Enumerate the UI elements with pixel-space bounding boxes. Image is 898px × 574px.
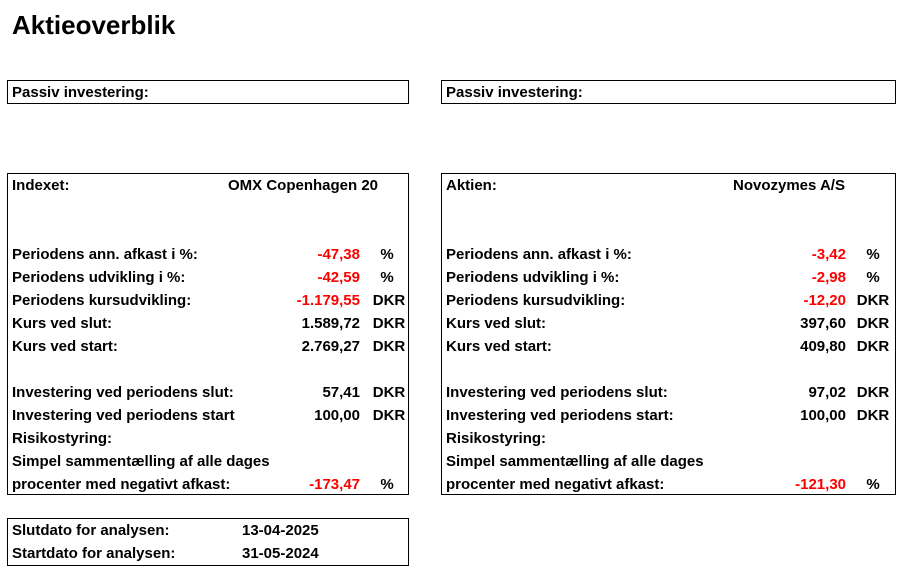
index-end-value: 1.589,72 (301, 315, 360, 332)
index-end-unit: DKR (372, 315, 406, 332)
index-inv-start-unit: DKR (372, 407, 406, 424)
index-dev-value: -42,59 (317, 269, 360, 286)
stock-name: Novozymes A/S (733, 177, 845, 194)
index-label: Indexet: (12, 177, 70, 194)
stock-kurs-dev-label: Periodens kursudvikling: (446, 292, 626, 309)
right-passive-label: Passiv investering: (446, 84, 583, 101)
index-panel (7, 173, 409, 495)
stock-end-unit: DKR (856, 315, 890, 332)
stock-simple-unit: % (866, 476, 880, 493)
start-date-value: 31-05-2024 (242, 545, 319, 562)
index-inv-end-label: Investering ved periodens slut: (12, 384, 234, 401)
index-start-value: 2.769,27 (301, 338, 360, 355)
stock-inv-start-value: 100,00 (800, 407, 846, 424)
stock-dev-value: -2,98 (811, 269, 846, 286)
stock-end-label: Kurs ved slut: (446, 315, 547, 332)
page-title: Aktieoverblik (12, 10, 176, 40)
index-start-unit: DKR (372, 338, 406, 355)
stock-simple-label-2: procenter med negativt afkast: (446, 476, 665, 493)
index-kurs-dev-unit: DKR (372, 292, 406, 309)
index-inv-end-unit: DKR (372, 384, 406, 401)
stock-inv-start-unit: DKR (856, 407, 890, 424)
end-date-label: Slutdato for analysen: (12, 522, 170, 539)
index-kurs-dev-label: Periodens kursudvikling: (12, 292, 192, 309)
index-name: OMX Copenhagen 20 (228, 177, 379, 194)
stock-kurs-dev-value: -12,20 (803, 292, 846, 309)
stock-simple-value: -121,30 (795, 476, 846, 493)
index-end-label: Kurs ved slut: (12, 315, 113, 332)
stock-start-label: Kurs ved start: (446, 338, 552, 355)
stock-inv-end-value: 97,02 (808, 384, 846, 401)
start-date-label: Startdato for analysen: (12, 545, 176, 562)
stock-ann-unit: % (866, 246, 880, 263)
stock-panel (441, 173, 896, 495)
index-simple-label-1: Simpel sammentælling af alle dages (12, 453, 270, 470)
index-inv-start-value: 100,00 (314, 407, 360, 424)
index-ann-label: Periodens ann. afkast i %: (12, 246, 198, 263)
index-inv-end-value: 57,41 (322, 384, 360, 401)
index-kurs-dev-value: -1.179,55 (296, 292, 360, 309)
index-dev-unit: % (380, 269, 394, 286)
index-inv-start-label: Investering ved periodens start (12, 407, 235, 424)
stock-risk-label: Risikostyring: (446, 430, 547, 447)
stock-start-unit: DKR (856, 338, 890, 355)
stock-end-value: 397,60 (800, 315, 846, 332)
dates-box (7, 518, 409, 566)
stock-inv-start-label: Investering ved periodens start: (446, 407, 674, 424)
stock-start-value: 409,80 (800, 338, 846, 355)
left-passive-label: Passiv investering: (12, 84, 149, 101)
index-dev-label: Periodens udvikling i %: (12, 269, 186, 286)
index-ann-value: -47,38 (317, 246, 360, 263)
end-date-value: 13-04-2025 (242, 522, 319, 539)
stock-ann-label: Periodens ann. afkast i %: (446, 246, 632, 263)
stock-simple-label-1: Simpel sammentælling af alle dages (446, 453, 704, 470)
stock-dev-unit: % (866, 269, 880, 286)
index-start-label: Kurs ved start: (12, 338, 118, 355)
left-passive-box (7, 80, 409, 104)
stock-inv-end-label: Investering ved periodens slut: (446, 384, 668, 401)
index-ann-unit: % (380, 246, 394, 263)
right-passive-box (441, 80, 896, 104)
stock-kurs-dev-unit: DKR (856, 292, 890, 309)
stock-dev-label: Periodens udvikling i %: (446, 269, 620, 286)
index-risk-label: Risikostyring: (12, 430, 113, 447)
index-simple-value: -173,47 (309, 476, 360, 493)
stock-ann-value: -3,42 (811, 246, 846, 263)
index-simple-label-2: procenter med negativt afkast: (12, 476, 231, 493)
index-simple-unit: % (380, 476, 394, 493)
stock-inv-end-unit: DKR (856, 384, 890, 401)
stock-label: Aktien: (446, 177, 497, 194)
